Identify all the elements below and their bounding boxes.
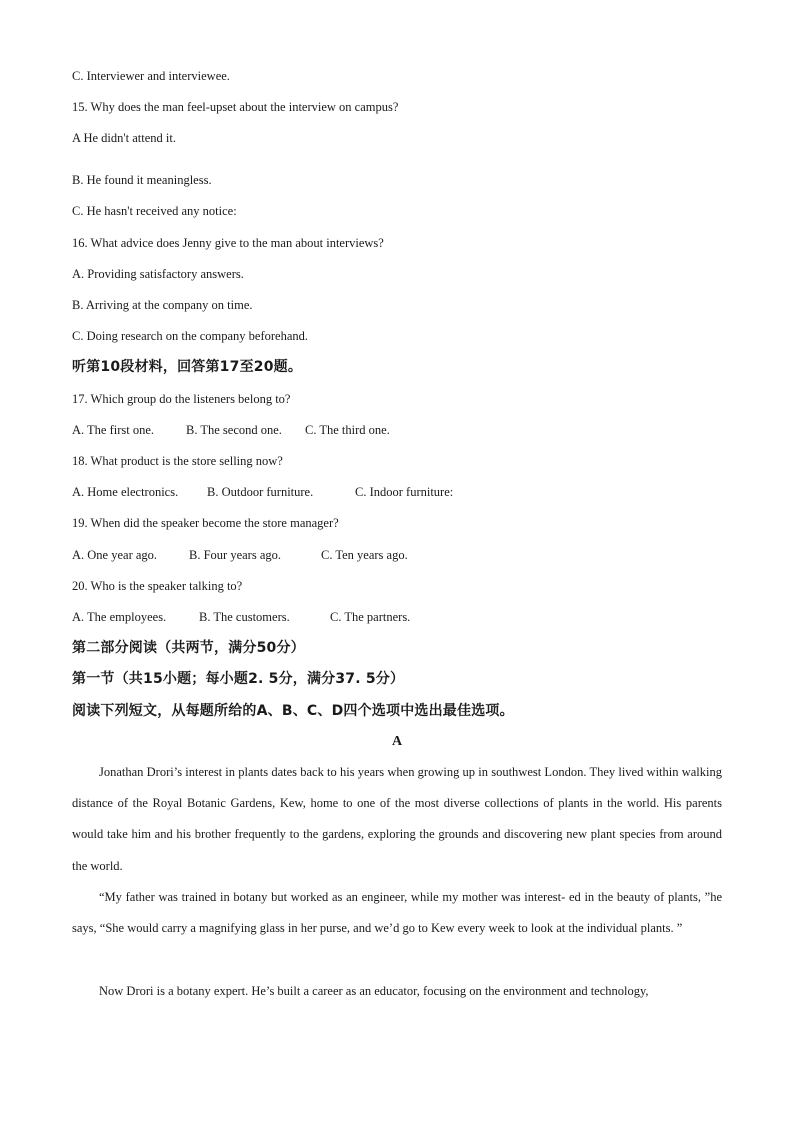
- passage-title: A: [391, 734, 403, 749]
- q20-option-b: B. The customers.: [199, 610, 290, 624]
- q17-question: 17. Which group do the listeners belong to?: [72, 392, 291, 406]
- q19-option-c: C. Ten years ago.: [321, 548, 408, 562]
- q15-question: 15. Why does the man feel-upset about the interview on campus?: [72, 100, 399, 114]
- q16-option-b: B. Arriving at the company on time.: [72, 298, 253, 312]
- q18-options: [72, 484, 453, 500]
- q15-option-b: B. He found it meaningless.: [72, 173, 212, 187]
- q19-option-b: B. Four years ago.: [189, 548, 281, 562]
- section-one-heading: 第一节（共15小题；每小题2. 5分，满分37. 5分）: [72, 671, 405, 687]
- q16-question: 16. What advice does Jenny give to the man about interviews?: [72, 236, 384, 250]
- q17-option-c: C. The third one.: [305, 423, 390, 437]
- q19-options: [72, 547, 408, 563]
- passage-paragraph: Now Drori is a botany expert. He’s built a career as an educator, focusing on the environment and technology,: [99, 984, 649, 998]
- section-heading-10: 听第10段材料，回答第17至20题。: [72, 359, 303, 375]
- q15-option-c: C. He hasn't received any notice:: [72, 204, 237, 218]
- q19-question: 19. When did the speaker become the store manager?: [72, 516, 339, 530]
- q17-option-a: A. The first one.: [72, 423, 155, 437]
- q18-option-a: A. Home electronics.: [72, 485, 179, 499]
- q16-option-c: C. Doing research on the company beforehand.: [72, 329, 309, 343]
- q14-option-c: C. Interviewer and interviewee.: [72, 69, 230, 83]
- reading-instructions: 阅读下列短文，从每题所给的A、B、C、D四个选项中选出最佳选项。: [72, 703, 514, 719]
- q20-option-a: A. The employees.: [72, 610, 167, 624]
- q17-options: [72, 422, 390, 438]
- q20-option-c: C. The partners.: [330, 610, 411, 624]
- passage-paragraph: Jonathan Drori’s interest in plants dates back to his years when growing up in southwest London. They lived within walking distance of the Royal Botanic Gardens, Kew, home to one of the most diverse collections of plants in the world. His parents would take him and his brother frequently to the gardens, exploring the grounds and discovering new plant species from around the world.: [72, 765, 722, 873]
- q18-option-b: B. Outdoor furniture.: [207, 485, 314, 499]
- passage-paragraph: “My father was trained in botany but worked as an engineer, while my mother was interest- ed in the beauty of plants, ”he says, “She would carry a magnifying glass in her purse, and we’d go to Kew every week to look at the individual plants. ”: [72, 890, 722, 936]
- q16-option-a: A. Providing satisfactory answers.: [72, 267, 244, 281]
- q19-option-a: A. One year ago.: [72, 548, 158, 562]
- q18-option-c: C. Indoor furniture:: [355, 485, 454, 499]
- q15-option-a: A He didn't attend it.: [72, 131, 176, 145]
- q17-option-b: B. The second one.: [186, 423, 282, 437]
- q20-options: [72, 609, 410, 625]
- part-two-heading: 第二部分阅读（共两节，满分50分）: [72, 640, 305, 656]
- q18-question: 18. What product is the store selling now?: [72, 454, 283, 468]
- q20-question: 20. Who is the speaker talking to?: [72, 579, 243, 593]
